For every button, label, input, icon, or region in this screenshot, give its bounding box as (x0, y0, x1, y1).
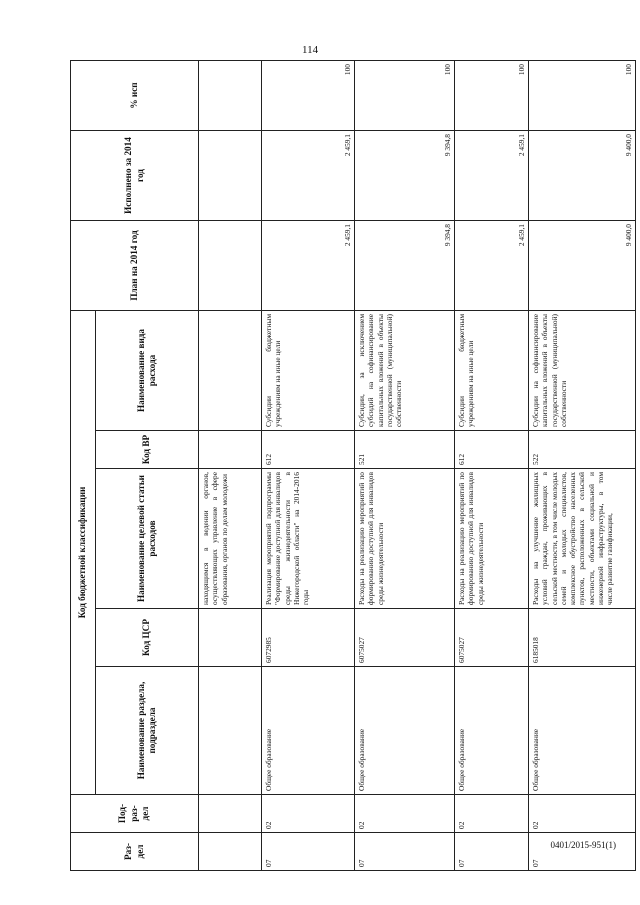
cell-csr-name: Расходы на реализацию мероприятий по формированию доступной для инвалидов среды жизнедеятельности (455, 469, 529, 609)
cell-vr-name (199, 311, 262, 431)
cell-done (199, 131, 262, 221)
cell-razdel: 07 (262, 833, 355, 871)
cell-podrazdel (199, 795, 262, 833)
header-pct: % исп (71, 61, 199, 131)
rotated-table-container (70, 61, 633, 871)
header-vr: Код ВР (96, 431, 199, 469)
budget-table (70, 60, 636, 871)
cell-vr: 522 (529, 431, 636, 469)
header-group-classification: Код бюджетной классификации (71, 311, 96, 795)
cell-podrazdel: 02 (455, 795, 529, 833)
cell-razdel: 07 (529, 833, 636, 871)
cell-done: 9 400,0 (529, 131, 636, 221)
cell-plan: 2 459,1 (262, 221, 355, 311)
table-row (355, 61, 455, 871)
document-code: 0401/2015-951(1) (550, 840, 616, 850)
cell-plan: 9 400,0 (529, 221, 636, 311)
cell-razdel-name: Общее образование (529, 667, 636, 795)
table-row (199, 61, 262, 871)
cell-pct: 100 (455, 61, 529, 131)
cell-podrazdel: 02 (262, 795, 355, 833)
header-csr-name: Наименование целевой статьи расходов (96, 469, 199, 609)
cell-pct (199, 61, 262, 131)
cell-podrazdel: 02 (355, 795, 455, 833)
header-razdel-name: Наименование раздела, подраздела (96, 667, 199, 795)
cell-vr: 612 (262, 431, 355, 469)
cell-done: 9 394,8 (355, 131, 455, 221)
header-podrazdel: Под- раз- дел (71, 795, 199, 833)
table-row (529, 61, 636, 871)
cell-vr-name: Субсидии, за исключением субсидий на софинансирование капитальных вложений в объекты государственной (муниципальной) собственности (355, 311, 455, 431)
header-razdel: Раз- дел (71, 833, 199, 871)
cell-vr: 521 (355, 431, 455, 469)
table-row (455, 61, 529, 871)
cell-csr (199, 609, 262, 667)
cell-razdel: 07 (355, 833, 455, 871)
cell-plan: 2 459,1 (455, 221, 529, 311)
cell-csr: 6075027 (355, 609, 455, 667)
cell-csr-name: Реализация мероприятий подпрограммы "Формирование доступной для инвалидов среды жизнедеятельности в Нижегородской области" на 2014-2016 годы (262, 469, 355, 609)
cell-csr: 6072985 (262, 609, 355, 667)
cell-plan: 9 394,8 (355, 221, 455, 311)
cell-csr-name: находящимся в ведении органов, осуществляющих управление в сфере образования, органов по делам молодежи (199, 469, 262, 609)
cell-razdel-name: Общее образование (262, 667, 355, 795)
header-done: Исполнено за 2014 год (71, 131, 199, 221)
cell-pct: 100 (355, 61, 455, 131)
cell-podrazdel: 02 (529, 795, 636, 833)
cell-vr: 612 (455, 431, 529, 469)
cell-pct: 100 (262, 61, 355, 131)
cell-done: 2 459,1 (262, 131, 355, 221)
cell-razdel (199, 833, 262, 871)
cell-plan (199, 221, 262, 311)
cell-pct: 100 (529, 61, 636, 131)
cell-razdel: 07 (455, 833, 529, 871)
cell-vr-name: Субсидии бюджетным учреждениям на иные цели (455, 311, 529, 431)
cell-razdel-name: Общее образование (355, 667, 455, 795)
page-number: 114 (302, 44, 319, 56)
cell-csr: 6075027 (455, 609, 529, 667)
cell-razdel-name: Общее образование (455, 667, 529, 795)
header-vr-name: Наименование вида расхода (96, 311, 199, 431)
cell-razdel-name (199, 667, 262, 795)
cell-done: 2 459,1 (455, 131, 529, 221)
cell-csr-name: Расходы на улучшение жилищных условий граждан, проживающих в сельской местности, в том числе молодых семей и молодых специалистов, комплексное обустройство населенных пунктов, расположенных в сельской местности, объектами социальной и инженерной инфраструктуры, в том числе развитие газификации, (529, 469, 636, 609)
table-row (262, 61, 355, 871)
header-plan: План на 2014 год (71, 221, 199, 311)
cell-csr-name: Расходы на реализацию мероприятий по формированию доступной для инвалидов среды жизнедеятельности (355, 469, 455, 609)
cell-vr-name: Субсидии на софинансирование капитальных вложений в объекты государственной (муниципальной) собственности (529, 311, 636, 431)
header-csr: Код ЦСР (96, 609, 199, 667)
cell-csr: 6185018 (529, 609, 636, 667)
cell-vr (199, 431, 262, 469)
cell-vr-name: Субсидии бюджетным учреждениям на иные цели (262, 311, 355, 431)
